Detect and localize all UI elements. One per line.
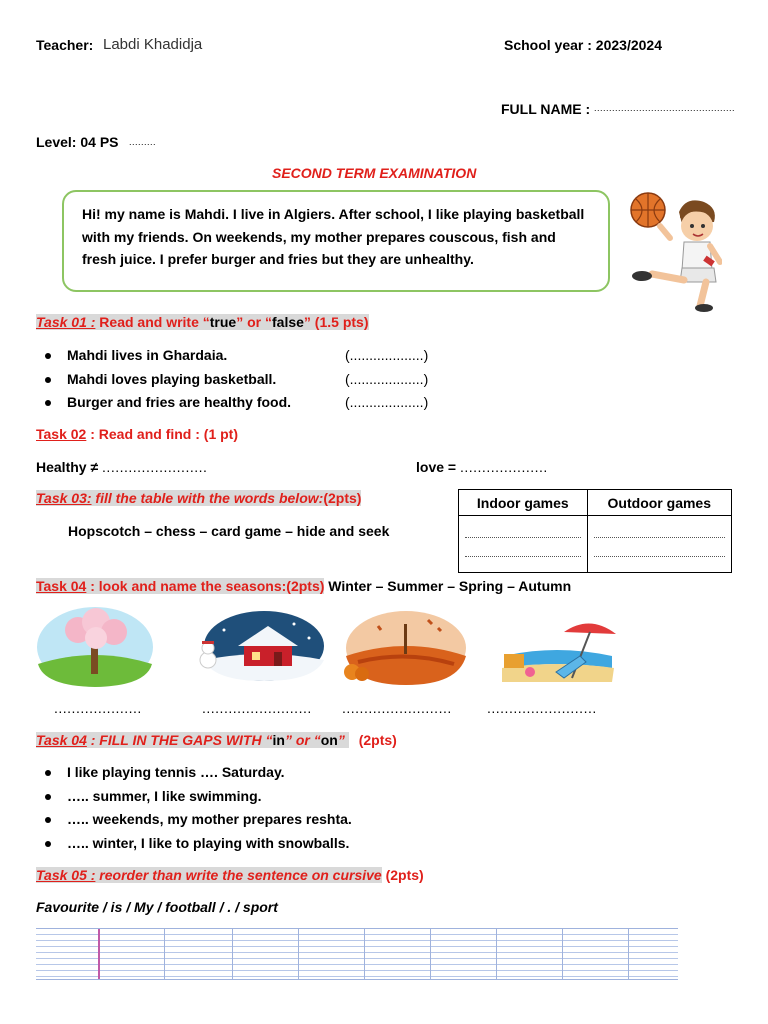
spring-tree-image bbox=[36, 606, 154, 688]
task3-words: Hopscotch – chess – card game – hide and seek bbox=[68, 523, 390, 539]
task3-label: Task 03: bbox=[36, 490, 92, 506]
season-answer-3[interactable]: ......................... bbox=[342, 700, 452, 716]
list-item: I like playing tennis …. Saturday. bbox=[36, 761, 352, 785]
task5-pts: (2pts) bbox=[381, 867, 424, 883]
teacher-label: Teacher: bbox=[36, 37, 94, 53]
column-outdoor: Outdoor games bbox=[587, 490, 731, 516]
task3-heading bbox=[36, 490, 361, 506]
task3-pts: (2pts) bbox=[323, 490, 362, 506]
season-answer-2[interactable]: ......................... bbox=[202, 700, 312, 716]
list-item: Mahdi lives in Ghardaia. (...................) bbox=[36, 344, 291, 368]
task3-text: fill the table with the words below: bbox=[91, 490, 324, 506]
love-answer[interactable]: .................... bbox=[459, 459, 548, 475]
task4a-pts: (2pts) bbox=[286, 578, 325, 594]
task5-sentence: Favourite / is / My / football / . / sport bbox=[36, 899, 278, 915]
story-box bbox=[62, 190, 610, 292]
task1-word-false: false bbox=[272, 314, 304, 330]
task4b-text-b: ” or “ bbox=[284, 732, 321, 748]
task5-label: Task 05 : bbox=[36, 867, 96, 883]
season-answer-4[interactable]: ......................... bbox=[487, 700, 597, 716]
answer-slot[interactable]: (...................) bbox=[345, 347, 429, 363]
love-label: love = bbox=[416, 459, 457, 475]
task2-heading bbox=[36, 426, 238, 442]
task4a-heading bbox=[36, 578, 571, 594]
task1-text-c: ” (1.5 pts) bbox=[303, 314, 369, 330]
teacher-name: Labdi Khadidja bbox=[103, 36, 203, 53]
love-row bbox=[416, 459, 548, 475]
task1-text-a: Read and write “ bbox=[95, 314, 210, 330]
task2-label: Task 02 bbox=[36, 426, 87, 442]
task4b-heading bbox=[36, 732, 397, 748]
full-name-label: FULL NAME : bbox=[501, 101, 591, 117]
level-dots: ......... bbox=[129, 137, 157, 147]
list-item: ….. winter, I like to playing with snowballs. bbox=[36, 832, 352, 856]
school-year: School year : 2023/2024 bbox=[504, 37, 662, 53]
healthy-label: Healthy ≠ bbox=[36, 459, 99, 475]
full-name-field[interactable]: ............................................... bbox=[594, 103, 736, 113]
healthy-answer[interactable]: ........................ bbox=[102, 459, 208, 475]
task1-heading bbox=[36, 314, 369, 330]
task5-text: reorder than write the sentence on cursive bbox=[95, 867, 382, 883]
task4b-pts: (2pts) bbox=[358, 732, 397, 748]
winter-house-image bbox=[194, 610, 326, 682]
list-item: ….. weekends, my mother prepares reshta. bbox=[36, 808, 352, 832]
autumn-image bbox=[338, 610, 468, 686]
task4b-word-on: on bbox=[320, 732, 338, 748]
task4a-text: : look and name the seasons: bbox=[86, 578, 287, 594]
column-indoor: Indoor games bbox=[459, 490, 588, 516]
list-item: Burger and fries are healthy food. (...................) bbox=[36, 391, 291, 415]
exam-title: SECOND TERM EXAMINATION bbox=[272, 165, 477, 181]
indoor-cell[interactable] bbox=[459, 516, 588, 573]
task4b-list bbox=[36, 761, 352, 855]
task1-text-b: ” or “ bbox=[236, 314, 272, 330]
task4a-label: Task 04 bbox=[36, 578, 87, 594]
task4a-words: Winter – Summer – Spring – Autumn bbox=[324, 578, 572, 594]
basketball-boy-illustration bbox=[622, 190, 722, 312]
answer-slot[interactable]: (...................) bbox=[345, 394, 429, 410]
cursive-writing-lines[interactable] bbox=[36, 928, 678, 980]
task5-heading bbox=[36, 867, 424, 883]
list-item: ….. summer, I like swimming. bbox=[36, 785, 352, 809]
games-table bbox=[458, 489, 732, 573]
healthy-row bbox=[36, 459, 207, 475]
answer-slot[interactable]: (...................) bbox=[345, 370, 429, 387]
task4b-label: Task 04 bbox=[36, 732, 87, 748]
outdoor-cell[interactable] bbox=[587, 516, 731, 573]
task1-list bbox=[36, 344, 429, 415]
task1-word-true: true bbox=[209, 314, 237, 330]
task4b-text-c: ” bbox=[337, 732, 345, 748]
task2-text: : Read and find : (1 pt) bbox=[86, 426, 238, 442]
task4b-word-in: in bbox=[272, 732, 285, 748]
level-label: Level: 04 PS bbox=[36, 134, 119, 150]
season-answer-1[interactable]: .................... bbox=[54, 700, 142, 716]
list-item: Mahdi loves playing basketball. (...................) bbox=[36, 368, 291, 392]
story-text: Hi! my name is Mahdi. I live in Algiers. After school, I like playing basketball with my friends. On weekends, my mother prepares couscous, fish and fresh juice. I prefer burger and fries but they are unhealthy. bbox=[82, 206, 585, 267]
task4b-text-a: : FILL IN THE GAPS WITH “ bbox=[86, 732, 273, 748]
task1-label: Task 01 : bbox=[36, 314, 96, 330]
summer-beach-image bbox=[494, 616, 618, 686]
